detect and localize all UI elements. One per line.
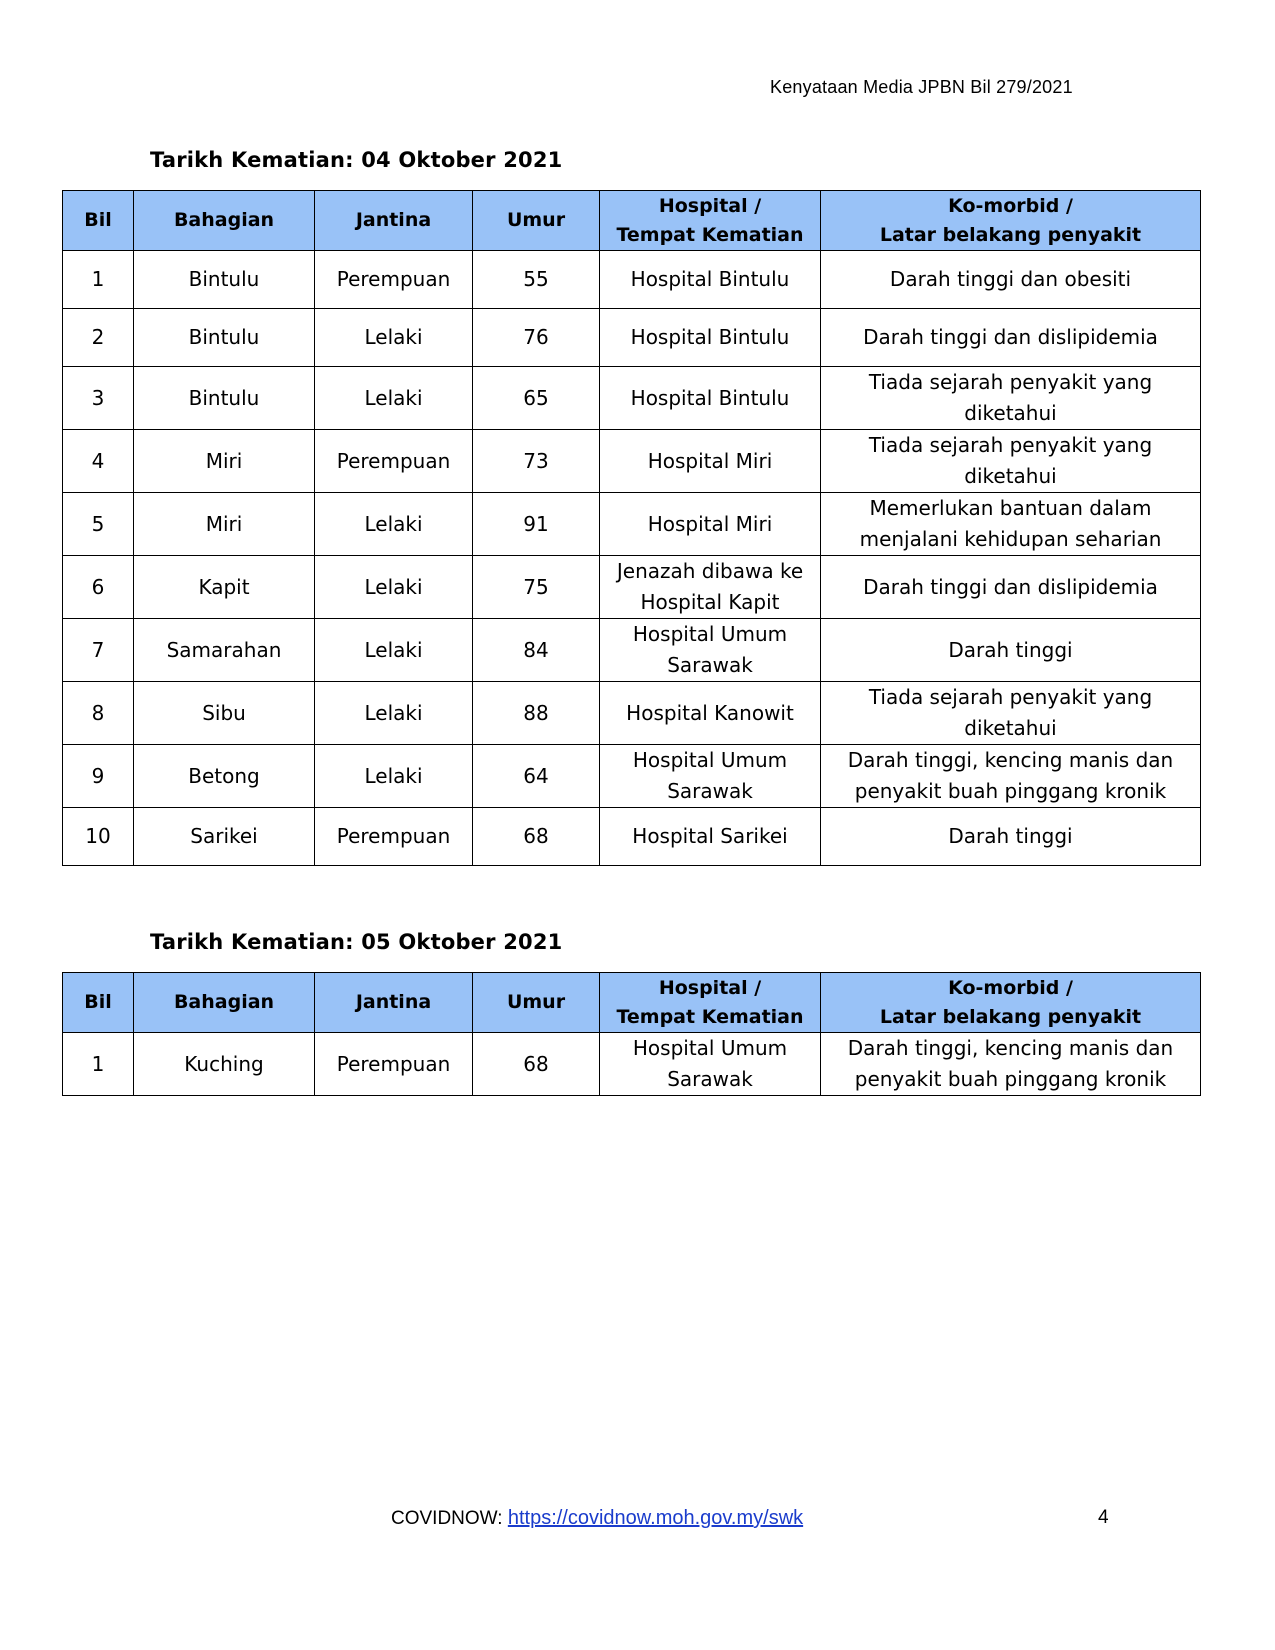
col-header-komorbid xyxy=(821,973,1201,1033)
cell-komorbid-line: Tiada sejarah penyakit yang xyxy=(868,370,1153,394)
cell-jantina: Perempuan xyxy=(315,1033,473,1096)
cell-umur: 88 xyxy=(473,682,600,745)
cell-komorbid-line: Darah tinggi xyxy=(948,824,1073,848)
cell-bahagian: Bintulu xyxy=(134,367,315,430)
col-header-bahagian: Bahagian xyxy=(134,191,315,251)
table-row xyxy=(63,251,1201,309)
cell-komorbid-line: penyakit buah pinggang kronik xyxy=(854,779,1167,803)
col-header-hospital-line1: Hospital / xyxy=(658,194,762,217)
cell-komorbid-line: Tiada sejarah penyakit yang xyxy=(868,433,1153,457)
cell-hospital-line: Hospital Bintulu xyxy=(630,325,790,349)
col-header-komorbid-line1: Ko-morbid / xyxy=(948,976,1073,999)
cell-komorbid-line: Darah tinggi, kencing manis dan xyxy=(847,748,1174,772)
cell-bil: 5 xyxy=(63,493,134,556)
cell-hospital-line: Hospital Bintulu xyxy=(630,385,790,410)
cell-umur: 55 xyxy=(473,251,600,309)
deaths-table-05-oktober xyxy=(62,972,1201,1096)
table-header-row xyxy=(63,191,1201,251)
cell-hospital xyxy=(600,251,821,309)
cell-hospital-line: Hospital Miri xyxy=(647,448,773,473)
cell-hospital xyxy=(600,493,821,556)
cell-hospital xyxy=(600,556,821,619)
cell-umur: 68 xyxy=(473,808,600,866)
cell-komorbid xyxy=(821,1033,1201,1096)
deaths-table-04-oktober xyxy=(62,190,1201,866)
cell-hospital-line: Hospital Bintulu xyxy=(630,267,790,291)
cell-bahagian: Kapit xyxy=(134,556,315,619)
cell-bahagian: Bintulu xyxy=(134,251,315,309)
table-row xyxy=(63,556,1201,619)
cell-jantina: Lelaki xyxy=(315,682,473,745)
col-header-hospital-line2: Tempat Kematian xyxy=(616,1005,804,1028)
cell-bil: 1 xyxy=(63,251,134,309)
cell-jantina: Perempuan xyxy=(315,251,473,309)
cell-komorbid xyxy=(821,309,1201,367)
cell-bahagian: Miri xyxy=(134,493,315,556)
document-reference: Kenyataan Media JPBN Bil 279/2021 xyxy=(770,77,1073,97)
col-header-hospital-line1: Hospital / xyxy=(658,976,762,999)
cell-komorbid xyxy=(821,556,1201,619)
col-header-hospital-line2: Tempat Kematian xyxy=(616,223,804,246)
cell-hospital-line: Hospital Sarikei xyxy=(632,824,788,848)
table-row xyxy=(63,1033,1201,1096)
col-header-jantina: Jantina xyxy=(315,191,473,251)
cell-bahagian: Sarikei xyxy=(134,808,315,866)
cell-bil: 1 xyxy=(63,1033,134,1096)
cell-umur: 65 xyxy=(473,367,600,430)
covidnow-link[interactable]: https://covidnow.moh.gov.my/swk xyxy=(507,1507,804,1529)
cell-bil: 10 xyxy=(63,808,134,866)
cell-komorbid-line: Darah tinggi xyxy=(948,637,1073,662)
col-header-bil: Bil xyxy=(63,191,134,251)
cell-hospital-line: Hospital Umum xyxy=(632,1036,788,1060)
cell-komorbid-line: Darah tinggi dan obesiti xyxy=(889,267,1132,291)
table-row xyxy=(63,430,1201,493)
cell-hospital-line: Hospital Umum xyxy=(632,622,788,646)
cell-hospital-line: Sarawak xyxy=(667,779,753,803)
cell-bil: 3 xyxy=(63,367,134,430)
footer xyxy=(391,1507,803,1530)
cell-hospital xyxy=(600,367,821,430)
cell-komorbid-line: diketahui xyxy=(964,716,1057,740)
cell-jantina: Lelaki xyxy=(315,367,473,430)
table-row xyxy=(63,808,1201,866)
cell-umur: 64 xyxy=(473,745,600,808)
table-row xyxy=(63,309,1201,367)
cell-bil: 8 xyxy=(63,682,134,745)
col-header-hospital xyxy=(600,191,821,251)
cell-hospital-line: Hospital Kapit xyxy=(640,590,780,614)
cell-komorbid-line: Tiada sejarah penyakit yang xyxy=(868,685,1153,709)
cell-jantina: Lelaki xyxy=(315,493,473,556)
cell-hospital-line: Hospital Miri xyxy=(647,511,773,536)
cell-bil: 2 xyxy=(63,309,134,367)
cell-hospital xyxy=(600,745,821,808)
cell-bil: 4 xyxy=(63,430,134,493)
col-header-komorbid-line2: Latar belakang penyakit xyxy=(879,1005,1142,1028)
cell-komorbid-line: diketahui xyxy=(964,464,1057,488)
cell-umur: 68 xyxy=(473,1033,600,1096)
cell-bahagian: Miri xyxy=(134,430,315,493)
cell-komorbid xyxy=(821,367,1201,430)
cell-hospital-line: Sarawak xyxy=(667,1067,753,1091)
cell-hospital-line: Sarawak xyxy=(667,653,753,677)
col-header-jantina: Jantina xyxy=(315,973,473,1033)
table-row xyxy=(63,367,1201,430)
cell-bahagian: Kuching xyxy=(134,1033,315,1096)
section-title-05-oktober: Tarikh Kematian: 05 Oktober 2021 xyxy=(150,930,563,954)
cell-bil: 7 xyxy=(63,619,134,682)
cell-komorbid-line: Darah tinggi dan dislipidemia xyxy=(863,574,1158,599)
cell-bil: 6 xyxy=(63,556,134,619)
cell-hospital xyxy=(600,309,821,367)
footer-label: COVIDNOW: xyxy=(391,1508,508,1529)
cell-bahagian: Bintulu xyxy=(134,309,315,367)
table-row xyxy=(63,745,1201,808)
cell-hospital-line: Hospital Kanowit xyxy=(626,700,794,725)
cell-bahagian: Betong xyxy=(134,745,315,808)
col-header-komorbid xyxy=(821,191,1201,251)
cell-jantina: Lelaki xyxy=(315,309,473,367)
cell-komorbid-line: Memerlukan bantuan dalam xyxy=(869,496,1152,520)
cell-hospital xyxy=(600,682,821,745)
cell-komorbid xyxy=(821,745,1201,808)
table-row xyxy=(63,619,1201,682)
table-header-row xyxy=(63,973,1201,1033)
cell-hospital xyxy=(600,430,821,493)
cell-komorbid xyxy=(821,808,1201,866)
table-row xyxy=(63,682,1201,745)
col-header-komorbid-line1: Ko-morbid / xyxy=(948,194,1073,217)
cell-jantina: Perempuan xyxy=(315,430,473,493)
cell-komorbid xyxy=(821,493,1201,556)
col-header-bahagian: Bahagian xyxy=(134,973,315,1033)
cell-komorbid-line: penyakit buah pinggang kronik xyxy=(854,1067,1167,1091)
cell-bahagian: Samarahan xyxy=(134,619,315,682)
col-header-umur: Umur xyxy=(473,191,600,251)
cell-komorbid-line: Darah tinggi dan dislipidemia xyxy=(863,325,1158,349)
cell-jantina: Lelaki xyxy=(315,745,473,808)
cell-umur: 91 xyxy=(473,493,600,556)
page-number: 4 xyxy=(1098,1507,1109,1528)
cell-jantina: Lelaki xyxy=(315,556,473,619)
cell-bahagian: Sibu xyxy=(134,682,315,745)
cell-hospital xyxy=(600,619,821,682)
cell-jantina: Perempuan xyxy=(315,808,473,866)
cell-komorbid-line: Darah tinggi, kencing manis dan xyxy=(847,1036,1174,1060)
cell-komorbid xyxy=(821,682,1201,745)
section-title-04-oktober: Tarikh Kematian: 04 Oktober 2021 xyxy=(150,148,563,172)
col-header-bil: Bil xyxy=(63,973,134,1033)
cell-komorbid xyxy=(821,619,1201,682)
cell-umur: 84 xyxy=(473,619,600,682)
table-row xyxy=(63,493,1201,556)
cell-umur: 76 xyxy=(473,309,600,367)
cell-umur: 73 xyxy=(473,430,600,493)
cell-komorbid xyxy=(821,251,1201,309)
cell-komorbid xyxy=(821,430,1201,493)
cell-komorbid-line: diketahui xyxy=(964,401,1057,425)
col-header-umur: Umur xyxy=(473,973,600,1033)
col-header-hospital xyxy=(600,973,821,1033)
cell-hospital-line: Hospital Umum xyxy=(632,748,788,772)
cell-jantina: Lelaki xyxy=(315,619,473,682)
cell-umur: 75 xyxy=(473,556,600,619)
cell-komorbid-line: menjalani kehidupan seharian xyxy=(859,527,1162,551)
cell-hospital xyxy=(600,1033,821,1096)
col-header-komorbid-line2: Latar belakang penyakit xyxy=(879,223,1142,246)
cell-bil: 9 xyxy=(63,745,134,808)
cell-hospital xyxy=(600,808,821,866)
cell-hospital-line: Jenazah dibawa ke xyxy=(616,559,804,583)
